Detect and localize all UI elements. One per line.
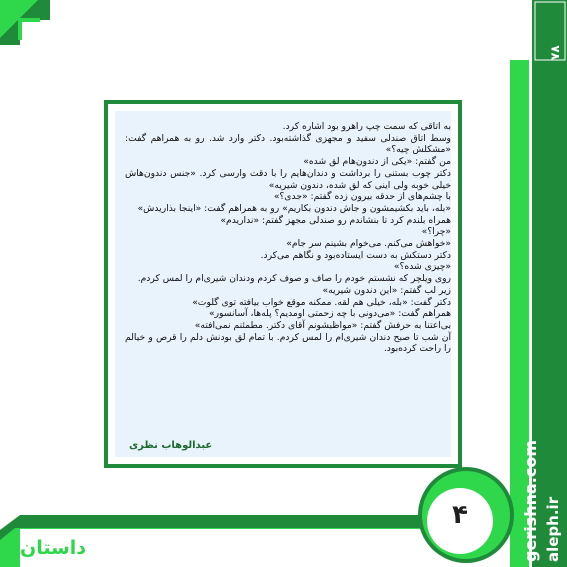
top-left-bracket-line <box>18 18 40 40</box>
story-line: دکتر چوب بستنی را برداشت و دندان‌هایم را با دقت وارسی کرد. «جنس دندون‌هاش خیلی خوبه ولی اینی که لق شده، دندون شیریه» <box>125 167 451 191</box>
story-line: آن شب تا صبح دندان شیری‌ام را لمس کردم. با تمام لق بودنش دلم را قرص و خیالم را راحت کرده‌بود. <box>125 331 451 355</box>
story-line: روی ویلچر که نشستم خودم را صاف و صوف کردم ودندان شیری‌ام را لمس کردم. <box>137 273 451 285</box>
story-line: همراهم گفت: «می‌دونی با چه زحمتی اومدیم؟ پله‌ها، آسانسور» <box>208 308 451 320</box>
story-card <box>104 100 462 468</box>
story-card-inner <box>115 111 451 457</box>
story-text <box>125 121 451 355</box>
story-line: «چیزی شده؟» <box>393 261 451 273</box>
story-line: «چرا؟» <box>421 226 451 238</box>
story-line: «بله، باید بکشیمشون و جاش دندون بکاریم» رو به همراهم گفت: «اینجا بذاریدش» <box>137 202 451 214</box>
story-line: دکتر دستکش به دست ایستاده‌بود و نگاهم می‌کرد. <box>260 249 451 261</box>
story-line: بی‌اعتنا به حرفش گفتم: «مواظبشونم آقای دکتر. مطمئنم نمی‌افته» <box>194 319 451 331</box>
story-line: من گفتم: «یکی از دندون‌هام لق شده» <box>303 156 451 168</box>
story-line: با چشم‌های از حدقه بیرون زده گفتم: «جدی؟» <box>273 191 451 203</box>
story-line: به اتاقی که سمت چپ راهرو بود اشاره کرد. <box>282 121 451 132</box>
page-number: ۴ <box>452 500 468 530</box>
side-text-website-1: gerishna.com <box>521 439 540 562</box>
story-line: همراه بلندم کرد تا بنشاندم رو صندلی مجهز گفتم: «نداریدم» <box>220 214 451 226</box>
story-line: دکتر گفت: «بله، خیلی هم لقه. ممکنه موقع خواب بیافته توی گلوت» <box>192 296 451 308</box>
story-line: زیر لب گفتم: «این دندون شیریه» <box>322 284 451 296</box>
side-text-website-2: aleph.ir <box>544 496 562 562</box>
story-line: «خواهش می‌کنم. می‌خوام بشینم سر جام» <box>286 238 451 250</box>
section-title: داستان <box>20 537 87 559</box>
author-name: عبدالوهاب نظری <box>129 440 213 451</box>
top-right-page-label: ۷۸ <box>548 45 562 60</box>
story-line: وسط اتاق صندلی سفید و مجهزی گذاشته‌بود. دکتر وارد شد. رو به همراهم گفت: «مشکلش چیه؟» <box>125 132 451 156</box>
